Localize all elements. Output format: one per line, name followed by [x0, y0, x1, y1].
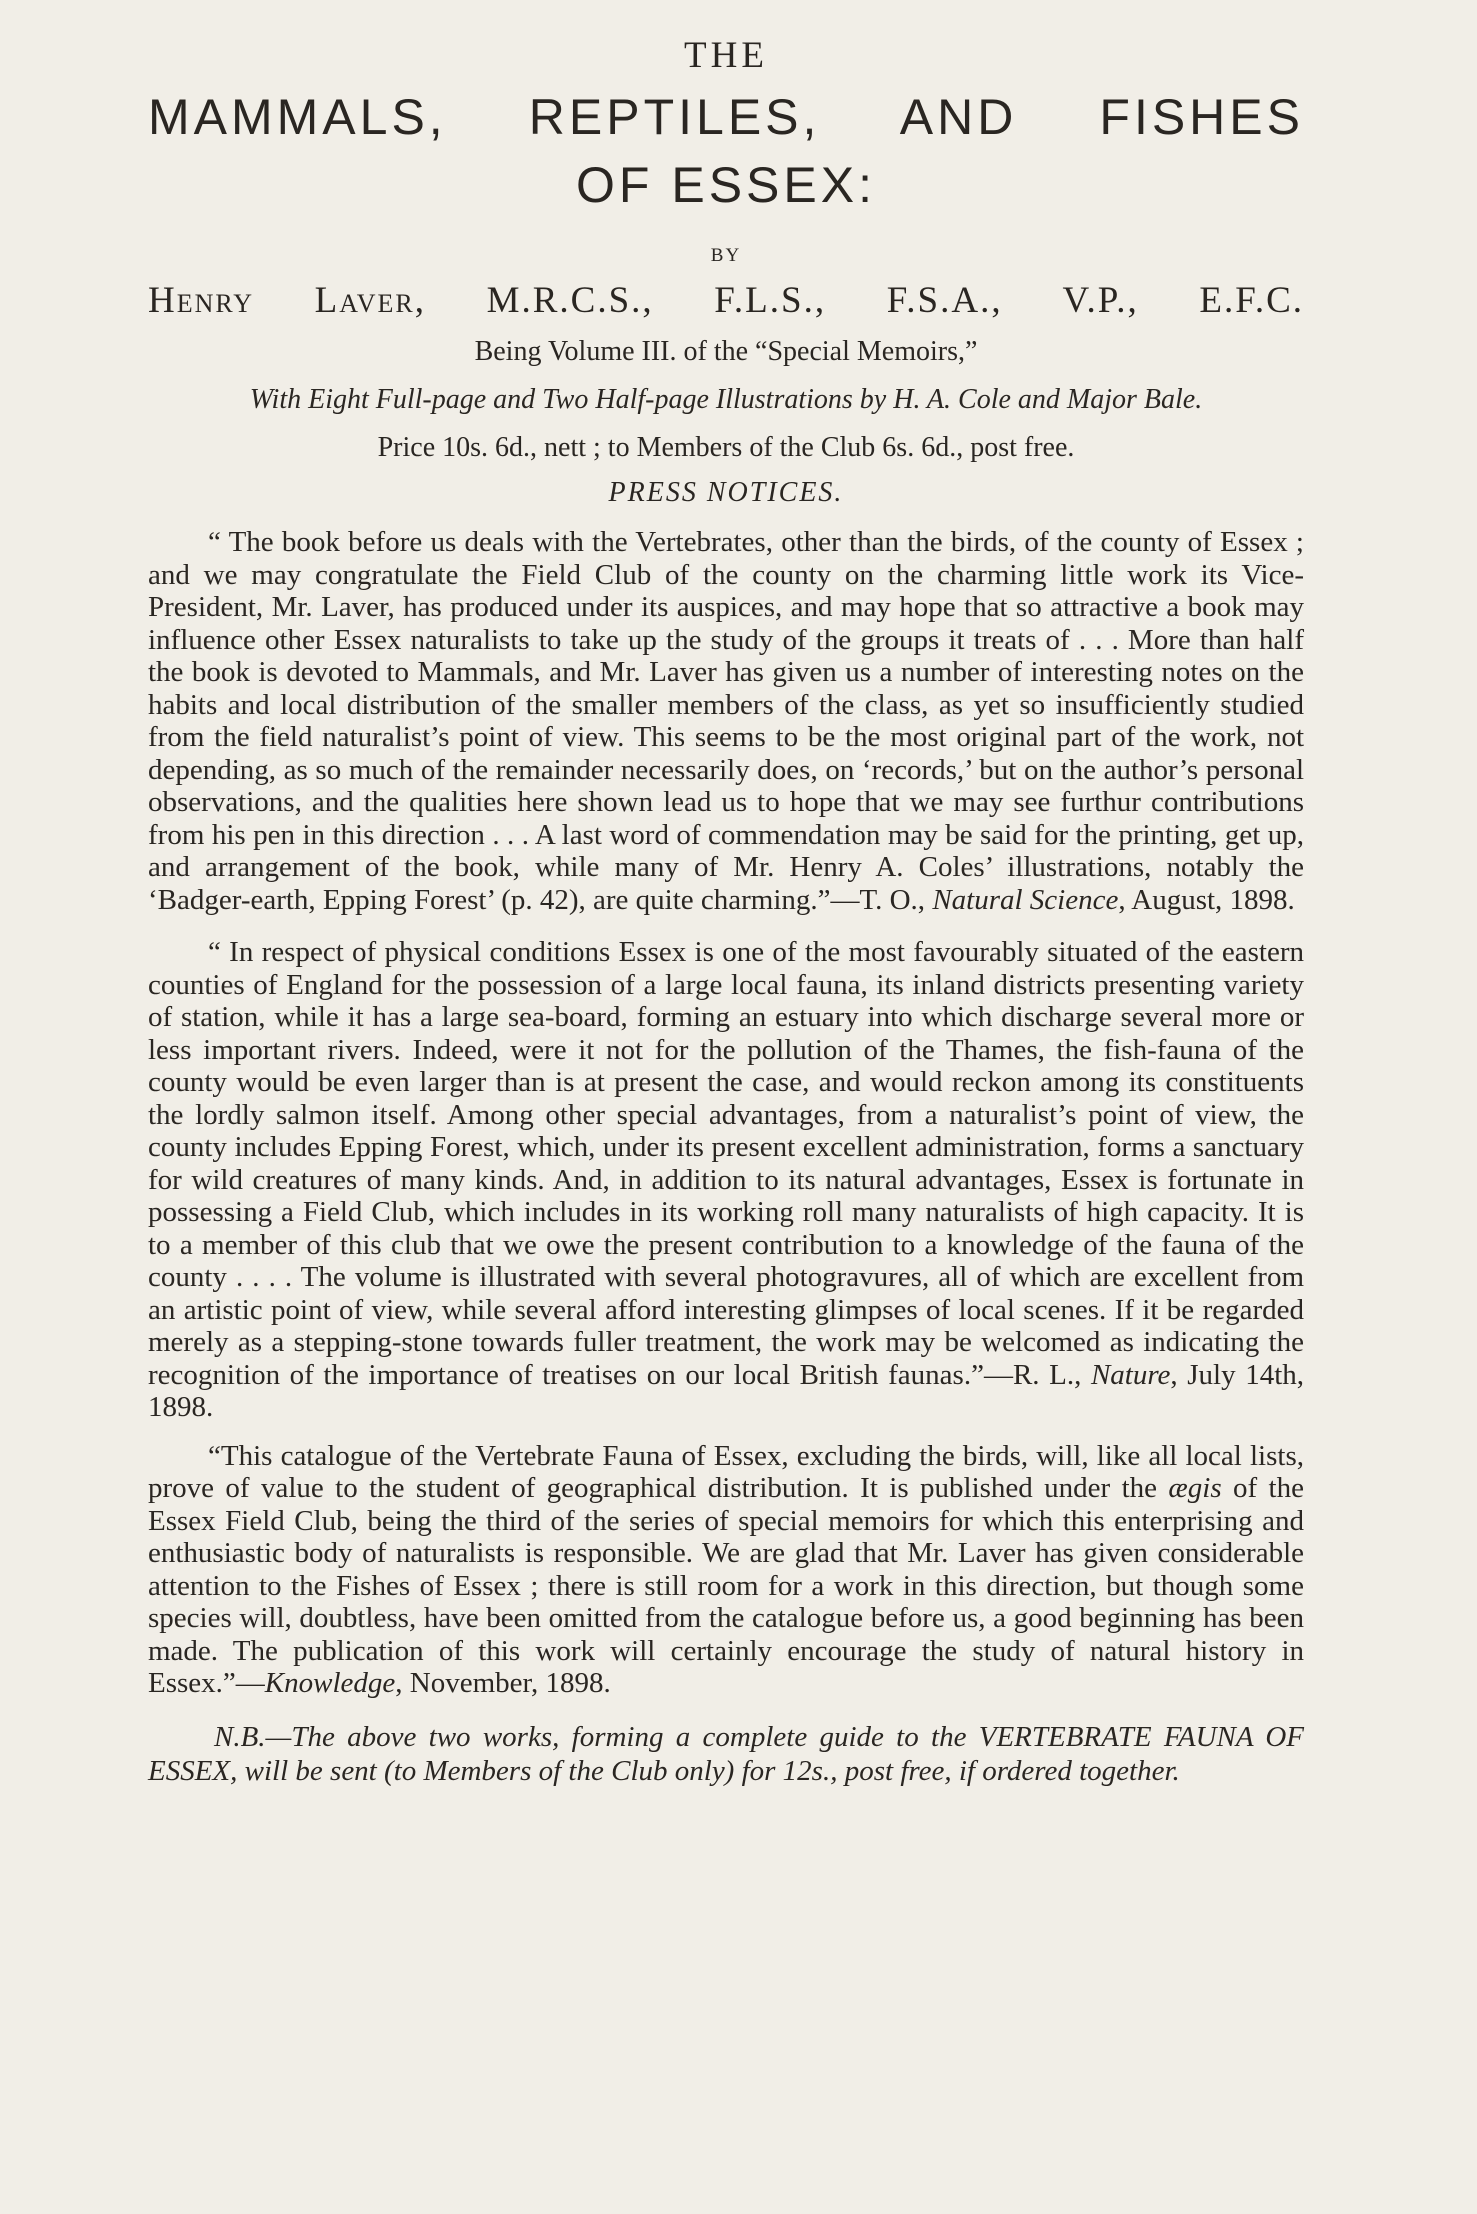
press-notice-knowledge — [148, 1440, 1304, 1700]
footnote-nb: N.B.—The above two works, forming a complete guide to the VERTEBRATE FAUNA OF ESSEX, will be sent (to Members of the Club only) for 12s., post free, if ordered together. — [148, 1720, 1304, 1787]
notice-date: , August, 1898. — [1118, 883, 1295, 916]
notice-text: “ The book before us deals with the Vertebrates, other than the birds, of the county of Essex ; and we may congratulate the Field Club of the county on the charming little work its Vice-President, Mr. Laver, has produced under its auspices, and may hope that so attractive a book may influence other Essex naturalists to take up the study of the groups it treats of . . . More than half the book is devoted to Mammals, and Mr. Laver has given us a number of interesting notes on the habits and local distribution of the smaller members of the class, as yet so insufficiently studied from the field naturalist’s point of view. This seems to be the most original part of the work, not depending, as so much of the remainder necessarily does, on ‘records,’ but on the author’s personal observations, and the qualities here shown lead us to hope that we may see furthur contributions from his pen in this direction . . . A last word of commendation may be said for the printing, get up, and arrangement of the book, while many of Mr. Henry A. Coles’ illustrations, notably the ‘Badger-earth, Epping Forest’ (p. 42), are quite charming.”—T. O., — [148, 526, 1304, 916]
header-the: THE — [684, 35, 768, 76]
notice-text-continued: of the Essex Field Club, being the third of the series of special memoirs for which this enterprising and enthusiastic body of naturalists is responsible. We are glad that Mr. Laver has given considerable attention to the Fishes of Essex ; there is still room for a work in this direction, but though some species will, doubtless, have been omitted from the catalogue before us, a good beginning has been made. The publication of this work will certainly encourage the study of natural history in Essex.”— — [148, 1472, 1304, 1699]
by-label: BY — [710, 245, 742, 266]
notice-text: “This catalogue of the Vertebrate Fauna of Essex, excluding the birds, will, like all local lists, prove of value to the student of geographical distribution. It is published under the — [148, 1439, 1304, 1504]
press-notice-nature — [148, 936, 1304, 1424]
notice-date: , July 14th, 1898. — [148, 1358, 1305, 1423]
page — [148, 34, 1304, 1817]
notice-text: “ In respect of physical conditions Essex is one of the most favourably situated of the eastern counties of England for the possession of a large local fauna, its inland districts presenting variety of station, while it has a large sea-board, forming an estuary into which discharge several more or less important rivers. Indeed, were it not for the pollution of the Thames, the fish-fauna of the county would be even larger than is at present the case, and would reckon among its constituents the lordly salmon itself. Among other special advantages, from a naturalist’s point of view, the county includes Epping Forest, which, under its present excellent administration, forms a sanctuary for wild creatures of many kinds. And, in addition to its natural advantages, Essex is fortunate in possessing a Field Club, which includes in its working roll many naturalists of high capacity. It is to a member of this club that we owe the present contribution to a knowledge of the fauna of the county . . . . The volume is illustrated with several photogravures, all of which are excellent from an artistic point of view, while several afford interesting glimpses of local scenes. If it be regarded merely as a stepping-stone towards fuller treatment, the work may be welcomed as indicating the recognition of the importance of treatises on our local British faunas.”—R. L., — [148, 936, 1304, 1391]
book-title-line2: OF ESSEX: — [576, 157, 876, 213]
notice-source: Natural Science — [932, 883, 1119, 916]
notice-source: Knowledge — [264, 1667, 396, 1699]
book-title: MAMMALS, REPTILES, AND FISHES — [148, 89, 1304, 145]
author-line: Henry Laver, M.R.C.S., F.L.S., F.S.A., V.P., E.F.C. — [148, 280, 1304, 321]
press-notices-heading: PRESS NOTICES. — [608, 477, 844, 508]
volume-line: Being Volume III. of the “Special Memoirs,” — [474, 336, 978, 367]
notice-aegis: ægis — [1168, 1472, 1222, 1504]
price-line: Price 10s. 6d., nett ; to Members of the Club 6s. 6d., post free. — [377, 432, 1075, 463]
notice-source: Nature — [1090, 1358, 1171, 1391]
press-notice-natural-science — [148, 526, 1304, 916]
illustrations-line: With Eight Full-page and Two Half-page Illustrations by H. A. Cole and Major Bale. — [249, 384, 1203, 415]
notice-date: , November, 1898. — [395, 1667, 611, 1699]
